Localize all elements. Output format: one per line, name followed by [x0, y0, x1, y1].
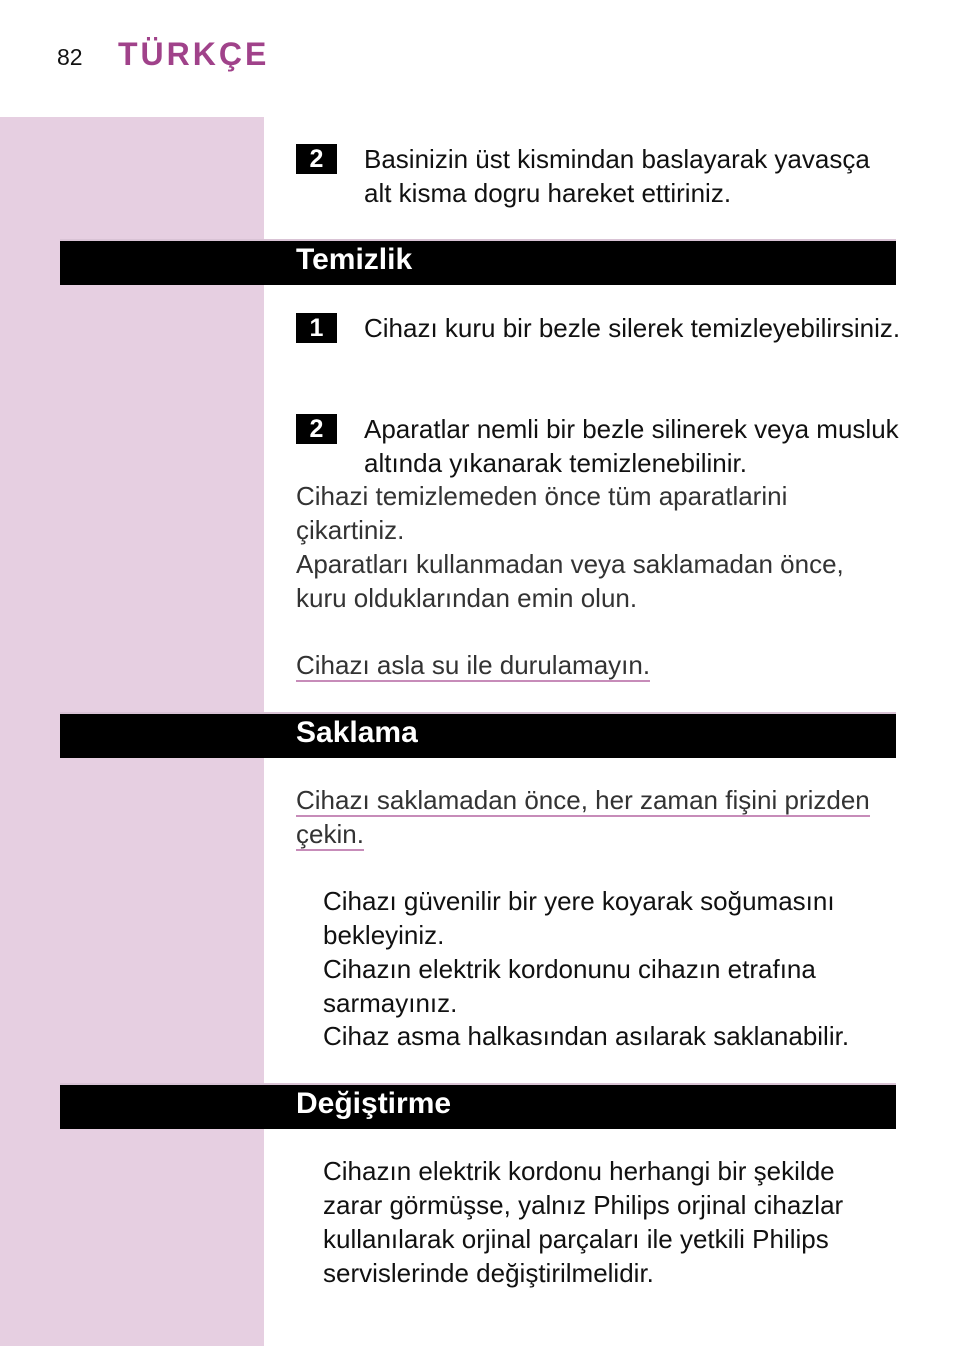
section-bar-degistirme	[60, 1083, 896, 1129]
saklama-warning	[296, 783, 886, 851]
warning-text: Cihazı asla su ile durulamayın.	[296, 650, 651, 680]
warning-text: Cihazı saklamadan önce, her zaman fişini prizden çekin.	[296, 785, 870, 849]
step-text: Aparatlar nemli bir bezle silinerek veya musluk altında yıkanarak temizlenebilinir.	[364, 414, 899, 478]
step-number-badge: 2	[296, 414, 337, 444]
section-title-saklama: Saklama	[296, 716, 418, 749]
step-text: Cihazı kuru bir bezle silerek temizleyebilirsiniz.	[364, 313, 901, 343]
degistirme-text: Cihazın elektrik kordonu herhangi bir şekilde zarar görmüşse, yalnız Philips orjinal cihazlar kullanılarak orjinal parçaları ile yetkili Philips servislerinde değiştirilmelidir.	[323, 1156, 844, 1288]
saklama-line-2: Cihazın elektrik kordonunu cihazın etrafına sarmayınız.	[323, 954, 816, 1018]
page-number: 82	[57, 44, 83, 70]
section-bar-temizlik	[60, 239, 896, 285]
temizlik-note-2: Aparatları kullanmadan veya saklamadan önce, kuru olduklarından emin olun.	[296, 549, 844, 613]
saklama-line-3: Cihaz asma halkasından asılarak saklanabilir.	[323, 1021, 850, 1051]
saklama-line-1: Cihazı güvenilir bir yere koyarak soğumasını bekleyiniz.	[323, 886, 835, 950]
section-title-temizlik: Temizlik	[296, 243, 413, 276]
section-bar-saklama	[60, 712, 896, 758]
temizlik-warning	[296, 648, 896, 682]
temizlik-note-1: Cihazi temizlemeden önce tüm aparatlarini çikartiniz.	[296, 481, 788, 545]
section-title-degistirme: Değiştirme	[296, 1087, 452, 1120]
language-title: TÜRKÇE	[118, 36, 270, 72]
step-number-badge: 2	[296, 144, 337, 174]
step-number-badge: 1	[296, 313, 337, 343]
step-text: Basinizin üst kismindan baslayarak yavasça alt kisma dogru hareket ettiriniz.	[364, 144, 870, 208]
